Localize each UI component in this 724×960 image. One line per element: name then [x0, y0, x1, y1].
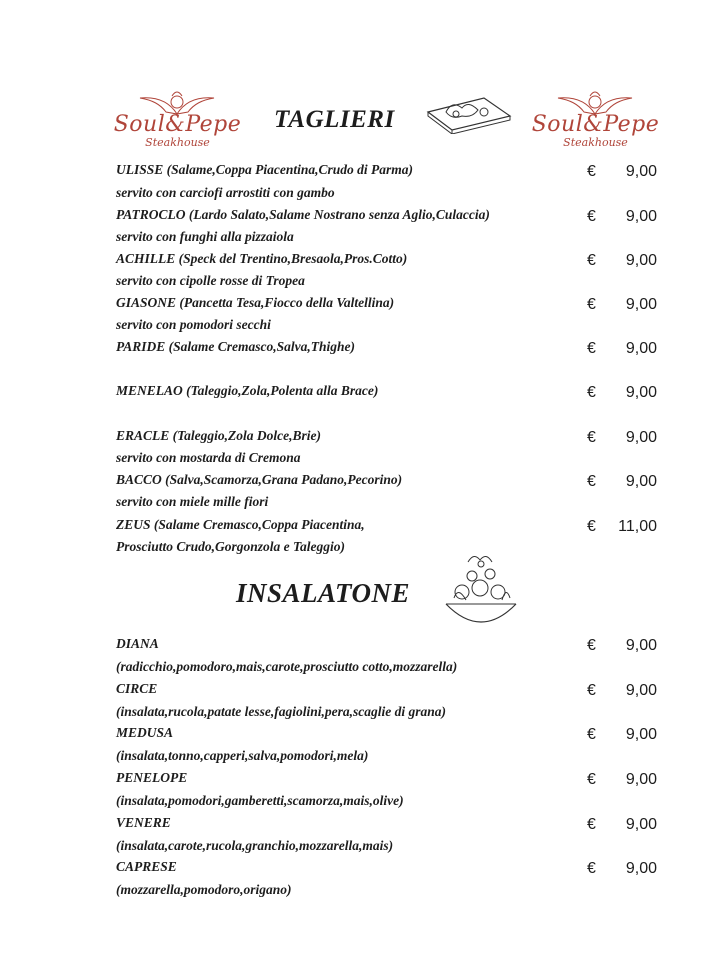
price-value: 9,00	[625, 473, 657, 490]
price-value: 9,00	[625, 860, 657, 877]
item-name: PARIDE (Salame Cremasco,Salva,Thighe)	[116, 339, 356, 354]
price-value: 9,00	[625, 208, 657, 225]
currency-symbol: €	[587, 682, 596, 699]
price-value: 9,00	[625, 163, 657, 180]
item-name: PATROCLO (Lardo Salato,Salame Nostrano senza Aglio,Culaccia)	[116, 207, 490, 222]
price-value: 9,00	[625, 252, 657, 269]
item-name: ACHILLE (Speck del Trentino,Bresaola,Pros.Cotto)	[116, 251, 408, 266]
currency-symbol: €	[587, 163, 596, 180]
item-description: servito con miele mille fiori	[116, 494, 269, 509]
price-value: 9,00	[625, 384, 657, 401]
item-name: MEDUSA	[116, 725, 174, 740]
currency-symbol: €	[587, 771, 596, 788]
currency-symbol: €	[587, 384, 596, 401]
brand-tagline: Steakhouse	[145, 136, 210, 149]
item-description: servito con carciofi arrostiti con gambo	[116, 185, 335, 200]
item-name: PENELOPE	[116, 770, 188, 785]
currency-symbol: €	[587, 208, 596, 225]
currency-symbol: €	[587, 816, 596, 833]
item-description: (insalata,rucola,patate lesse,fagiolini,pera,scaglie di grana)	[116, 704, 446, 719]
currency-symbol: €	[587, 340, 596, 357]
item-description: servito con cipolle rosse di Tropea	[116, 273, 305, 288]
item-name: MENELAO (Taleggio,Zola,Polenta alla Brace)	[116, 383, 379, 398]
item-name: CIRCE	[116, 681, 158, 696]
brand-logo-left	[110, 92, 245, 152]
price-value: 9,00	[625, 340, 657, 357]
item-description: (insalata,tonno,capperi,salva,pomodori,mela)	[116, 748, 369, 763]
section-title-insalatone: INSALATONE	[236, 578, 411, 608]
item-name: ERACLE (Taleggio,Zola Dolce,Brie)	[116, 428, 321, 443]
currency-symbol: €	[587, 296, 596, 313]
item-description: servito con funghi alla pizzaiola	[116, 229, 294, 244]
currency-symbol: €	[587, 860, 596, 877]
section-title-taglieri: TAGLIERI	[274, 106, 395, 133]
price-value: 9,00	[625, 726, 657, 743]
currency-symbol: €	[587, 637, 596, 654]
price-value: 9,00	[625, 637, 657, 654]
item-description: Prosciutto Crudo,Gorgonzola e Taleggio)	[116, 539, 346, 554]
brand-name: Soul&Pepe	[531, 112, 660, 137]
item-name: CAPRESE	[116, 859, 177, 874]
item-description: (insalata,carote,rucola,granchio,mozzarella,mais)	[116, 838, 394, 853]
item-name: BACCO (Salva,Scamorza,Grana Padano,Pecorino)	[116, 472, 403, 487]
item-name: GIASONE (Pancetta Tesa,Fiocco della Valtellina)	[116, 295, 395, 310]
item-description: servito con mostarda di Cremona	[116, 450, 301, 465]
price-value: 11,00	[618, 518, 657, 535]
item-description: (mozzarella,pomodoro,origano)	[116, 882, 292, 897]
brand-name: Soul&Pepe	[113, 112, 242, 137]
currency-symbol: €	[587, 252, 596, 269]
item-name: DIANA	[116, 636, 159, 651]
brand-logo-right	[528, 92, 663, 152]
item-name: VENERE	[116, 815, 171, 830]
price-value: 9,00	[625, 771, 657, 788]
item-description: (radicchio,pomodoro,mais,carote,prosciutto cotto,mozzarella)	[116, 659, 458, 674]
currency-symbol: €	[587, 429, 596, 446]
item-description: (insalata,pomodori,gamberetti,scamorza,mais,olive)	[116, 793, 404, 808]
item-name: ZEUS (Salame Cremasco,Coppa Piacentina,	[116, 517, 365, 532]
currency-symbol: €	[587, 518, 596, 535]
price-value: 9,00	[625, 296, 657, 313]
item-name: ULISSE (Salame,Coppa Piacentina,Crudo di Parma)	[116, 162, 414, 177]
brand-tagline: Steakhouse	[563, 136, 628, 149]
salad-bowl-icon	[440, 550, 522, 634]
currency-symbol: €	[587, 473, 596, 490]
currency-symbol: €	[587, 726, 596, 743]
item-description: servito con pomodori secchi	[116, 317, 271, 332]
price-value: 9,00	[625, 429, 657, 446]
price-value: 9,00	[625, 682, 657, 699]
price-value: 9,00	[625, 816, 657, 833]
cutting-board-icon	[422, 92, 514, 134]
